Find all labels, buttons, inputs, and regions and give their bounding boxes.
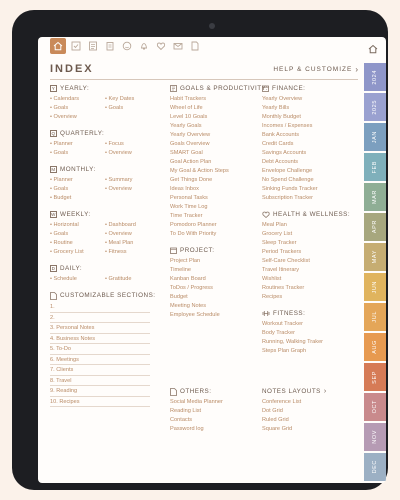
goals-link[interactable]: Yearly Overview bbox=[170, 132, 211, 138]
link-summary[interactable]: • Summary bbox=[105, 176, 160, 185]
custom-section-4[interactable]: 4. Business Notes bbox=[50, 334, 150, 345]
finance-link[interactable]: Subscription Tracker bbox=[262, 195, 313, 201]
section-title: HEALTH & WELLNESS: bbox=[273, 211, 351, 218]
finance-link[interactable]: Bank Accounts bbox=[262, 132, 300, 138]
index-column-2 bbox=[170, 84, 269, 432]
fitness-link[interactable]: Body Tracker bbox=[262, 330, 295, 336]
fitness-link[interactable]: Workout Tracker bbox=[262, 321, 303, 327]
goals-link[interactable]: Goal Action Plan bbox=[170, 159, 212, 165]
home-icon[interactable] bbox=[50, 38, 66, 54]
others-link[interactable]: Password log bbox=[170, 426, 204, 432]
goals-link[interactable]: To Do With Priority bbox=[170, 231, 217, 237]
tab-may[interactable] bbox=[364, 243, 386, 271]
project-link[interactable]: Kanban Board bbox=[170, 276, 206, 282]
help-customize-link[interactable] bbox=[273, 65, 358, 74]
link-focus[interactable]: • Focus bbox=[105, 140, 160, 149]
link-monthly-overview[interactable]: • Overview bbox=[105, 185, 160, 194]
folder-icon bbox=[170, 247, 177, 254]
custom-section-5[interactable]: 5. To-Do bbox=[50, 344, 150, 355]
tab-label: MAR bbox=[372, 189, 378, 205]
tab-label: JUL bbox=[372, 311, 378, 323]
health-link[interactable]: Sleep Tracker bbox=[262, 240, 297, 246]
health-link[interactable]: Self-Care Checklist bbox=[262, 258, 310, 264]
tab-label: 2024 bbox=[372, 69, 378, 85]
document-icon bbox=[170, 388, 177, 396]
section-title: PROJECT: bbox=[180, 247, 215, 254]
finance-link[interactable]: Yearly Bills bbox=[262, 105, 290, 111]
link-weekly-overview[interactable]: • Overview bbox=[105, 230, 160, 239]
section-health[interactable] bbox=[262, 210, 350, 219]
tab-sep[interactable] bbox=[364, 363, 386, 391]
finance-link[interactable]: Envelope Challenge bbox=[262, 168, 313, 174]
custom-section-9[interactable]: 9. Reading bbox=[50, 386, 150, 397]
tab-mar[interactable] bbox=[364, 183, 386, 211]
health-link[interactable]: Wishlist bbox=[262, 276, 282, 282]
link-grocery-list[interactable]: • Grocery List bbox=[50, 248, 105, 257]
finance-link[interactable]: Incomes / Expenses bbox=[262, 123, 313, 129]
others-link[interactable]: Social Media Planner bbox=[170, 399, 223, 405]
link-quarterly-overview[interactable]: • Overview bbox=[105, 149, 160, 158]
section-title: MONTHLY: bbox=[60, 166, 96, 173]
section-title: WEEKLY: bbox=[60, 211, 91, 218]
finance-link[interactable]: No Spend Challenge bbox=[262, 177, 314, 183]
finance-link[interactable]: Yearly Overview bbox=[262, 96, 303, 102]
section-title: YEARLY: bbox=[60, 85, 90, 92]
page-header bbox=[50, 61, 358, 77]
notes-link[interactable]: Dot Grid bbox=[262, 408, 283, 414]
goals-link[interactable]: Ideas Inbox bbox=[170, 186, 199, 192]
index-column-3 bbox=[262, 84, 351, 432]
y-box-icon: Y bbox=[51, 86, 56, 91]
section-title: FINANCE: bbox=[272, 85, 306, 92]
tab-oct[interactable] bbox=[364, 393, 386, 421]
link-gratitude[interactable]: • Gratitude bbox=[105, 275, 160, 284]
health-link[interactable]: Meal Plan bbox=[262, 222, 287, 228]
tab-label: NOV bbox=[372, 430, 378, 444]
section-goals[interactable] bbox=[170, 84, 268, 93]
tab-label: OCT bbox=[372, 400, 378, 414]
others-link[interactable]: Reading List bbox=[170, 408, 202, 414]
section-fitness[interactable] bbox=[262, 309, 350, 318]
help-label: HELP & CUSTOMIZE bbox=[273, 65, 353, 73]
project-link[interactable]: Budget bbox=[170, 294, 188, 300]
custom-section-8[interactable]: 8. Travel bbox=[50, 376, 150, 387]
others-link[interactable]: Contacts bbox=[170, 417, 193, 423]
finance-link[interactable]: Sinking Funds Tracker bbox=[262, 186, 318, 192]
tab-label: DEC bbox=[372, 460, 378, 474]
goals-link[interactable]: Level 10 Goals bbox=[170, 114, 208, 120]
top-nav bbox=[38, 37, 360, 55]
link-weekly-goals[interactable]: • Goals bbox=[50, 230, 105, 239]
section-daily[interactable] bbox=[50, 264, 160, 273]
tab-feb[interactable] bbox=[364, 153, 386, 181]
checklist-icon[interactable] bbox=[69, 39, 83, 53]
section-project[interactable] bbox=[170, 246, 268, 255]
tab-jul[interactable] bbox=[364, 303, 386, 331]
tab-2025[interactable] bbox=[364, 93, 386, 121]
planner-screen bbox=[38, 37, 386, 483]
finance-link[interactable]: Debt Accounts bbox=[262, 159, 299, 165]
section-others[interactable] bbox=[170, 387, 223, 396]
project-link[interactable]: Employee Schedule bbox=[170, 312, 220, 318]
project-link[interactable]: Project Plan bbox=[170, 258, 201, 264]
link-yearly-overview[interactable]: • Overview bbox=[50, 113, 105, 122]
index-column-1 bbox=[50, 84, 160, 407]
notes-link[interactable]: Square Grid bbox=[262, 426, 293, 432]
section-title: QUARTERLY: bbox=[60, 130, 105, 137]
section-title: DAILY: bbox=[60, 265, 83, 272]
section-title: FITNESS: bbox=[273, 310, 306, 317]
section-finance[interactable] bbox=[262, 84, 350, 93]
tab-label: 2025 bbox=[372, 99, 378, 115]
tab-aug[interactable] bbox=[364, 333, 386, 361]
tab-label: MAY bbox=[372, 250, 378, 264]
link-yearly-goals-2[interactable]: • Goals bbox=[105, 104, 160, 113]
goals-link[interactable]: SMART Goal bbox=[170, 150, 203, 156]
link-monthly-budget[interactable]: • Budget bbox=[50, 194, 105, 203]
link-weekly-fitness[interactable]: • Fitness bbox=[105, 248, 160, 257]
section-monthly[interactable] bbox=[50, 165, 160, 174]
link-routine[interactable]: • Routine bbox=[50, 239, 105, 248]
smiley-icon[interactable] bbox=[120, 39, 134, 53]
health-link[interactable]: Period Trackers bbox=[262, 249, 302, 255]
goals-link[interactable]: My Goal & Action Steps bbox=[170, 168, 229, 174]
link-quarterly-goals[interactable]: • Goals bbox=[50, 149, 105, 158]
q-box-icon: Q bbox=[51, 131, 56, 136]
section-weekly[interactable] bbox=[50, 210, 160, 219]
finance-link[interactable]: Credit Cards bbox=[262, 141, 294, 147]
fitness-link[interactable]: Running, Walking Traker bbox=[262, 339, 324, 345]
link-calendars[interactable]: • Calendars bbox=[50, 95, 105, 104]
month-tabs bbox=[360, 37, 386, 483]
link-key-dates[interactable]: • Key Dates bbox=[105, 95, 160, 104]
link-monthly-goals[interactable]: • Goals bbox=[50, 185, 105, 194]
section-title: GOALS & PRODUCTIVITY: bbox=[180, 85, 269, 92]
tab-label: AUG bbox=[372, 340, 378, 354]
tablet-frame bbox=[12, 10, 388, 490]
custom-section-3[interactable]: 3. Personal Notes bbox=[50, 323, 150, 334]
health-link[interactable]: Recipes bbox=[262, 294, 283, 300]
link-monthly-planner[interactable]: • Planner bbox=[50, 176, 105, 185]
health-link[interactable]: Travel Itinerary bbox=[262, 267, 300, 273]
page-icon[interactable] bbox=[188, 39, 202, 53]
health-link[interactable]: Grocery List bbox=[262, 231, 293, 237]
custom-section-6[interactable]: 6. Meetings bbox=[50, 355, 150, 366]
tab-jun[interactable] bbox=[364, 273, 386, 301]
tab-apr[interactable] bbox=[364, 213, 386, 241]
tab-2024[interactable] bbox=[364, 63, 386, 91]
goals-link[interactable]: Pomodoro Planner bbox=[170, 222, 217, 228]
project-link[interactable]: Meeting Notes bbox=[170, 303, 207, 309]
list-icon[interactable] bbox=[86, 39, 100, 53]
m-box-icon: M bbox=[51, 167, 56, 172]
tab-label: APR bbox=[372, 220, 378, 234]
link-horizontal[interactable]: • Horizontal bbox=[50, 221, 105, 230]
goals-link[interactable]: Goals Overview bbox=[170, 141, 210, 147]
section-title: OTHERS: bbox=[180, 388, 212, 395]
section-quarterly[interactable] bbox=[50, 129, 160, 138]
bell-icon[interactable] bbox=[137, 39, 151, 53]
dumbbell-icon bbox=[262, 310, 270, 317]
section-title: NOTES LAYOUTS bbox=[262, 388, 321, 395]
tab-dec[interactable] bbox=[364, 453, 386, 481]
section-yearly[interactable] bbox=[50, 84, 160, 93]
chevron-right-icon: › bbox=[323, 388, 327, 395]
finance-link[interactable]: Monthly Budget bbox=[262, 114, 301, 120]
tab-label: JUN bbox=[372, 280, 378, 294]
custom-section-2[interactable]: 2. bbox=[50, 313, 150, 324]
link-schedule[interactable]: • Schedule bbox=[50, 275, 105, 284]
link-quarterly-planner[interactable]: • Planner bbox=[50, 140, 105, 149]
project-link[interactable]: Timeline bbox=[170, 267, 191, 273]
project-link[interactable]: ToDos / Progress bbox=[170, 285, 213, 291]
camera bbox=[209, 23, 215, 29]
section-title: CUSTOMIZABLE SECTIONS: bbox=[60, 292, 156, 299]
notes-link[interactable]: Ruled Grid bbox=[262, 417, 289, 423]
link-dashboard[interactable]: • Dashboard bbox=[105, 221, 160, 230]
section-customizable[interactable] bbox=[50, 291, 160, 300]
health-link[interactable]: Routines Tracker bbox=[262, 285, 305, 291]
page-title: INDEX bbox=[50, 63, 94, 75]
goals-link[interactable]: Personal Tasks bbox=[170, 195, 208, 201]
fitness-link[interactable]: Steps Plan Graph bbox=[262, 348, 307, 354]
goals-link[interactable]: Habit Trackers bbox=[170, 96, 207, 102]
tab-label: JAN bbox=[372, 130, 378, 144]
link-yearly-goals[interactable]: • Goals bbox=[50, 104, 105, 113]
custom-section-7[interactable]: 7. Clients bbox=[50, 365, 150, 376]
wallet-icon bbox=[262, 85, 269, 92]
section-notes-layouts[interactable] bbox=[262, 387, 327, 396]
w-box-icon: W bbox=[51, 212, 56, 217]
heart-icon[interactable] bbox=[154, 39, 168, 53]
header-divider bbox=[50, 79, 358, 80]
custom-section-1[interactable]: 1. bbox=[50, 302, 150, 313]
finance-link[interactable]: Savings Accounts bbox=[262, 150, 307, 156]
custom-section-10[interactable]: 10. Recipes bbox=[50, 397, 150, 408]
goals-link[interactable]: Get Things Done bbox=[170, 177, 213, 183]
envelope-icon[interactable] bbox=[171, 39, 185, 53]
goals-link[interactable]: Time Tracker bbox=[170, 213, 203, 219]
chevron-right-icon: › bbox=[355, 64, 358, 74]
goals-link[interactable]: Work Time Log bbox=[170, 204, 208, 210]
target-icon bbox=[170, 85, 177, 92]
clipboard-icon[interactable] bbox=[103, 39, 117, 53]
tab-label: FEB bbox=[372, 160, 378, 174]
tab-jan[interactable] bbox=[364, 123, 386, 151]
document-icon bbox=[50, 292, 57, 300]
d-box-icon: D bbox=[51, 266, 56, 271]
link-meal-plan[interactable]: • Meal Plan bbox=[105, 239, 160, 248]
tab-home-icon[interactable] bbox=[364, 41, 382, 57]
goals-link[interactable]: Wheel of Life bbox=[170, 105, 203, 111]
tab-nov[interactable] bbox=[364, 423, 386, 451]
tab-label: SEP bbox=[372, 370, 378, 384]
heart-icon bbox=[262, 211, 270, 218]
goals-link[interactable]: Yearly Goals bbox=[170, 123, 202, 129]
notes-link[interactable]: Conference List bbox=[262, 399, 302, 405]
